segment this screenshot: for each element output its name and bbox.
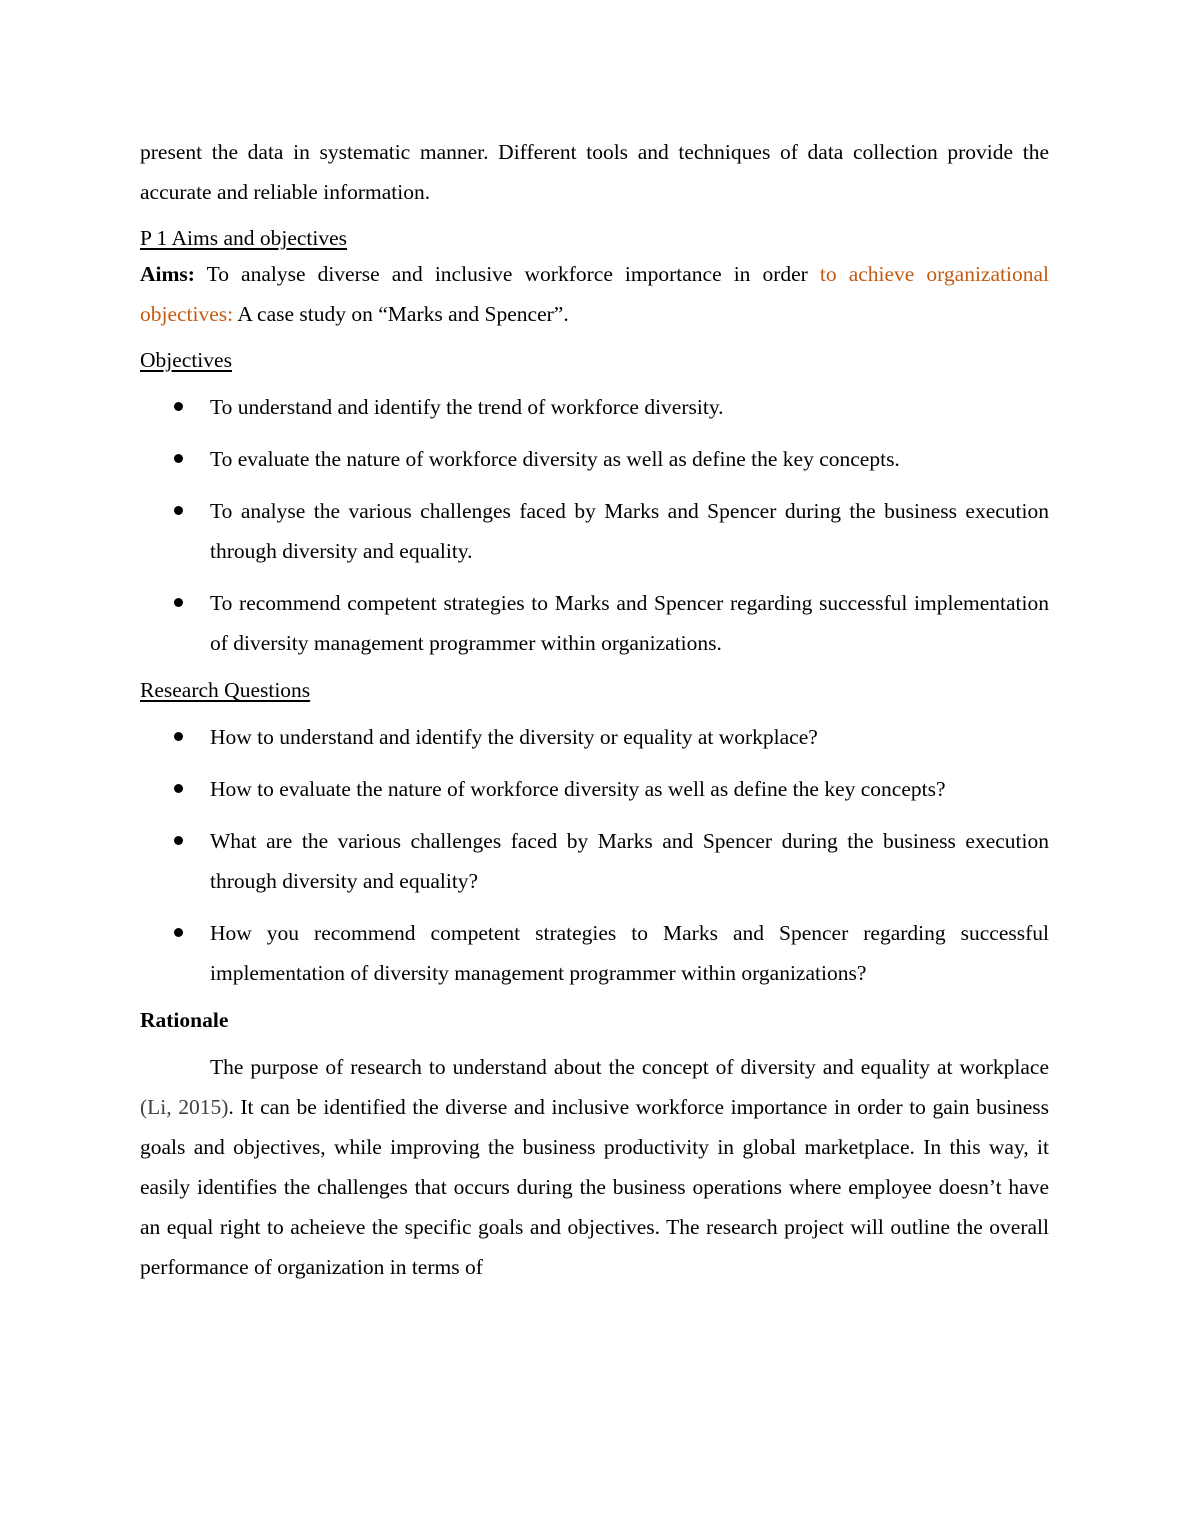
objectives-list <box>140 387 1049 663</box>
bullet-icon <box>174 836 183 845</box>
bullet-icon <box>174 598 183 607</box>
document-page <box>140 132 1049 1287</box>
list-item: To analyse the various challenges faced by Marks and Spencer during the business execution through diversity and equality. <box>140 491 1049 571</box>
aims-label: Aims: <box>140 262 195 286</box>
objectives-heading: Objectives <box>140 348 232 372</box>
list-item: What are the various challenges faced by Marks and Spencer during the business execution through diversity and equality? <box>140 821 1049 901</box>
bullet-icon <box>174 732 183 741</box>
aims-text: To analyse diverse and inclusive workforce importance in order <box>194 262 820 286</box>
rationale-heading: Rationale <box>140 1008 229 1032</box>
intro-paragraph: present the data in systematic manner. Different tools and techniques of data collection provide the accurate and reliable information. <box>140 140 1049 204</box>
list-item: To recommend competent strategies to Marks and Spencer regarding successful implementation of diversity management programmer within organizations. <box>140 583 1049 663</box>
bullet-icon <box>174 928 183 937</box>
list-item: How to evaluate the nature of workforce diversity as well as define the key concepts? <box>140 769 1049 809</box>
aims-paragraph <box>140 254 1049 334</box>
aims-text-after: A case study on “Marks and Spencer”. <box>233 302 569 326</box>
list-item: To understand and identify the trend of workforce diversity. <box>140 387 1049 427</box>
bullet-icon <box>174 402 183 411</box>
list-item: How to understand and identify the diversity or equality at workplace? <box>140 717 1049 757</box>
list-item: How you recommend competent strategies to Marks and Spencer regarding successful implementation of diversity management programmer within organizations? <box>140 913 1049 993</box>
research-questions-list <box>140 717 1049 993</box>
aims-objectives-heading: P 1 Aims and objectives <box>140 226 348 250</box>
rationale-paragraph: The purpose of research to understand about the concept of diversity and equality at workplace (Li, 2015). It can be identified the diverse and inclusive workforce importance in order to gain business goals and objectives, while improving the business productivity in global marketplace. In this way, it easily identifies the challenges that occurs during the business operations where employee doesn’t have an equal right to acheieve the specific goals and objectives. The research project will outline the overall performance of organization in terms of <box>140 1055 1049 1279</box>
list-item: To evaluate the nature of workforce diversity as well as define the key concepts. <box>140 439 1049 479</box>
research-questions-heading: Research Questions <box>140 678 311 702</box>
bullet-icon <box>174 454 183 463</box>
bullet-icon <box>174 784 183 793</box>
bullet-icon <box>174 506 183 515</box>
aims-highlight: to achieve organizational objectives: <box>140 262 1049 326</box>
citation: (Li, 2015) <box>140 1095 229 1119</box>
